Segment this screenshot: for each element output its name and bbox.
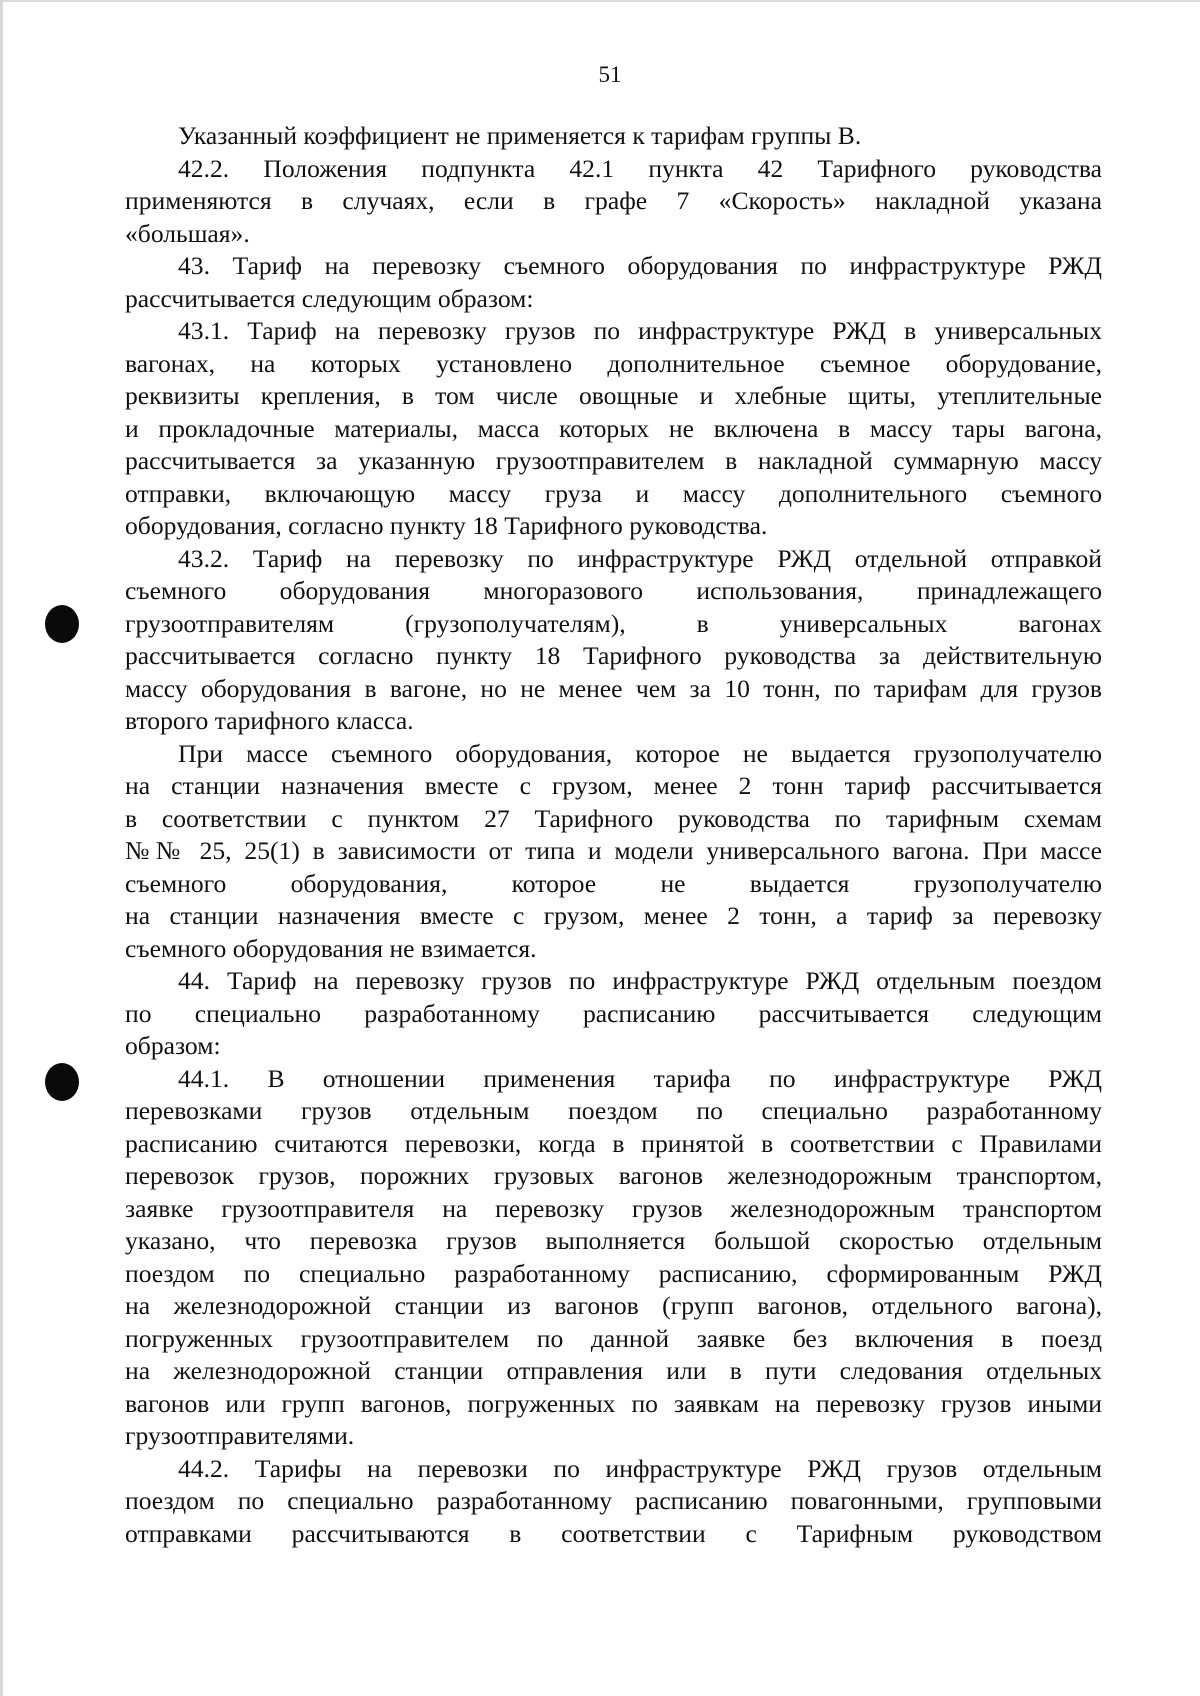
text-line: в соответствии с пунктом 27 Тарифного руководства по тарифным схемам [125,803,1102,833]
text-line: погруженных грузоотправителем по данной заявке без включения в поезд [125,1323,1102,1353]
text-line: При массе съемного оборудования, которое не выдается грузополучателю [178,738,1102,768]
text-line: заявке грузоотправителя на перевозку грузов железнодорожным транспортом [125,1193,1102,1223]
text-line: расписанию считаются перевозки, когда в принятой в соответствии с Правилами [125,1128,1102,1158]
document-body [125,120,1102,1550]
text-line: 44.1. В отношении применения тарифа по инфраструктуре РЖД [178,1063,1102,1093]
page-number: 51 [598,62,622,87]
text-line: массу оборудования в вагоне, но не менее чем за 10 тонн, по тарифам для грузов [125,673,1102,703]
text-line: Указанный коэффициент не применяется к тарифам группы В. [178,121,862,150]
text-line: оборудования, согласно пункту 18 Тарифного руководства. [125,511,768,540]
text-line: отправки, включающую массу груза и массу дополнительного съемного [125,478,1102,508]
text-line: реквизиты крепления, в том числе овощные и хлебные щиты, утеплительные [125,381,1102,410]
text-line: 42.2. Положения подпункта 42.1 пункта 42 Тарифного руководства [178,153,1102,183]
text-line: 44. Тариф на перевозку грузов по инфраструктуре РЖД отдельным поездом [178,966,1102,995]
text-line: перевозок грузов, порожних грузовых вагонов железнодорожным транспортом, [125,1161,1102,1190]
text-line: образом: [125,1031,221,1060]
text-line: рассчитывается за указанную грузоотправителем в накладной суммарную массу [125,446,1102,475]
text-line: вагонах, на которых установлено дополнительное съемное оборудование, [125,348,1102,378]
text-line: №№ 25, 25(1) в зависимости от типа и модели универсального вагона. При массе [125,836,1102,865]
text-line: поездом по специально разработанному расписанию, сформированным РЖД [125,1258,1102,1288]
text-line: 44.2. Тарифы на перевозки по инфраструктуре РЖД грузов отдельным [178,1453,1102,1483]
text-line: на станции назначения вместе с грузом, менее 2 тонн тариф рассчитывается [125,771,1102,800]
scan-edge-left [0,0,3,1696]
text-line: рассчитывается следующим образом: [125,283,534,313]
punch-hole-mark [45,605,79,643]
text-line: съемного оборудования не взимается. [125,933,537,963]
text-line: вагонов или групп вагонов, погруженных по заявкам на перевозку грузов иными [125,1388,1102,1418]
text-line: и прокладочные материалы, масса которых не включена в массу тары вагона, [125,413,1102,443]
text-line: на железнодорожной станции отправления или в пути следования отдельных [125,1356,1102,1385]
text-line: грузоотправителями. [125,1421,355,1450]
text-line: 43.2. Тариф на перевозку по инфраструктуре РЖД отдельной отправкой [178,543,1102,573]
text-line: съемного оборудования, которое не выдается грузополучателю [125,868,1102,898]
text-line: отправками рассчитываются в соответствии с Тарифным руководством [125,1518,1102,1548]
text-line: второго тарифного класса. [125,706,414,735]
text-line: указано, что перевозка грузов выполняется большой скоростью отдельным [125,1226,1102,1255]
text-line: на железнодорожной станции из вагонов (групп вагонов, отдельного вагона), [125,1291,1102,1320]
scan-edge-top [0,0,1200,2]
text-line: по специально разработанному расписанию рассчитывается следующим [125,998,1102,1028]
text-line: поездом по специально разработанному расписанию повагонными, групповыми [125,1486,1102,1515]
text-line: перевозками грузов отдельным поездом по специально разработанному [125,1096,1102,1125]
text-line: грузоотправителям (грузополучателям), в универсальных вагонах [125,608,1102,638]
text-line: 43.1. Тариф на перевозку грузов по инфраструктуре РЖД в универсальных [178,316,1102,345]
text-line: 43. Тариф на перевозку съемного оборудования по инфраструктуре РЖД [178,251,1102,280]
text-line: на станции назначения вместе с грузом, менее 2 тонн, а тариф за перевозку [125,901,1102,930]
text-line: «большая». [125,218,250,248]
punch-hole-mark [45,1063,79,1101]
text-line: применяются в случаях, если в графе 7 «Скорость» накладной указана [125,186,1102,215]
text-line: рассчитывается согласно пункту 18 Тарифного руководства за действительную [125,641,1102,670]
text-line: съемного оборудования многоразового использования, принадлежащего [125,576,1102,605]
